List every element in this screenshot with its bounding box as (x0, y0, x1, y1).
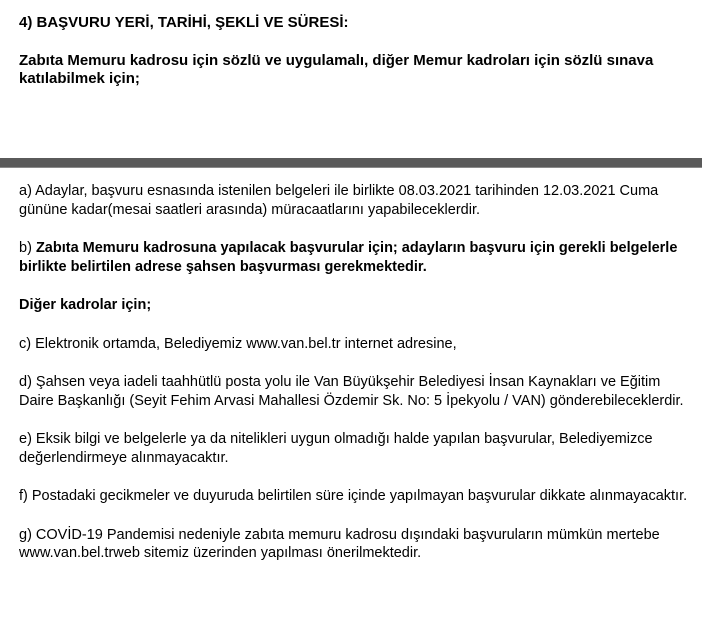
paragraph-a: a) Adaylar, başvuru esnasında istenilen belgeleri ile birlikte 08.03.2021 tarihinden 12.03.2021 Cuma gününe kadar(mesai saatleri arasında) müracaatlarını yapabileceklerdir. (19, 183, 659, 218)
paragraph-b-text: Zabıta Memuru kadrosuna yapılacak başvurular için; adayların başvuru için gerekli belgelerle birlikte belirtilen adrese şahsen başvurması gerekmektedir. (19, 240, 678, 275)
paragraph-b-prefix: b) (19, 240, 32, 256)
intro-text: Zabıta Memuru kadrosu için sözlü ve uygulamalı, diğer Memur kadroları için sözlü sınava katılabilmek için; (19, 52, 654, 87)
top-section (0, 0, 702, 158)
paragraph-c: c) Elektronik ortamda, Belediyemiz www.van.bel.tr internet adresine, (19, 335, 457, 352)
other-positions-heading: Diğer kadrolar için; (19, 297, 152, 313)
paragraph-e: e) Eksik bilgi ve belgelerle ya da nitelikleri uygun olmadığı halde yapılan başvurular, Belediyemizce değerlendirmeye alınmayacaktır. (19, 431, 653, 466)
document-body (19, 182, 695, 583)
paragraph-f: f) Postadaki gecikmeler ve duyuruda belirtilen süre içinde yapılmayan başvurular dikkate alınmayacaktır. (19, 488, 688, 504)
section-heading: 4) BAŞVURU YERİ, TARİHİ, ŞEKLİ VE SÜRESİ: (19, 14, 349, 31)
paragraph-b (19, 239, 695, 276)
section-divider (0, 158, 702, 168)
paragraph-g: g) COVİD-19 Pandemisi nedeniyle zabıta memuru kadrosu dışındaki başvuruların mümkün mertebe www.van.bel.trweb sitemiz üzerinden yapılması önerilmektedir. (19, 526, 660, 561)
paragraph-d: d) Şahsen veya iadeli taahhütlü posta yolu ile Van Büyükşehir Belediyesi İnsan Kaynakları ve Eğitim Daire Başkanlığı (Seyit Fehim Arvasi Mahallesi Özdemir Sk. No: 5 İpekyolu / VAN) gönderebileceklerdir. (19, 374, 684, 409)
